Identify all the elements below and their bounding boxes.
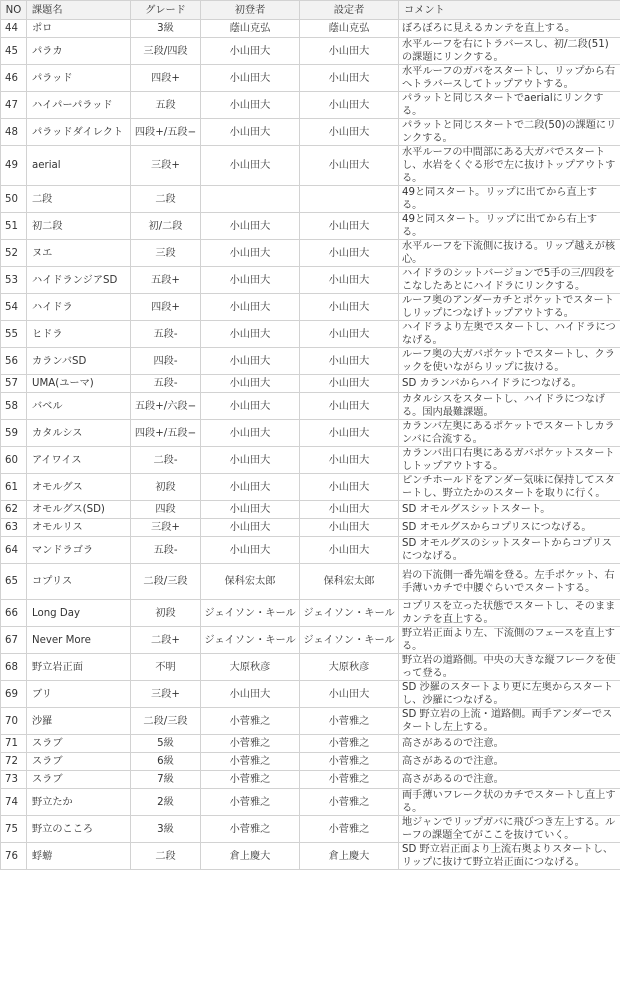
- cell-first-ascent: 小山田大: [201, 119, 300, 146]
- cell-comment: SD オモルグスシットスタート。: [399, 501, 620, 519]
- cell-first-ascent: [201, 186, 300, 213]
- cell-first-ascent: 小山田大: [201, 146, 300, 186]
- cell-setter: 小菅雅之: [300, 771, 399, 789]
- cell-problem-name: 野立たか: [27, 789, 131, 816]
- cell-grade: 四段: [131, 501, 201, 519]
- cell-comment: 水平ルーフを右にトラバースし、初/二段(51)の課題にリンクする。: [399, 38, 620, 65]
- cell-no: 52: [1, 240, 27, 267]
- table-body: [1, 20, 620, 870]
- cell-no: 75: [1, 816, 27, 843]
- cell-problem-name: ヌエ: [27, 240, 131, 267]
- cell-grade: 四段+: [131, 65, 201, 92]
- cell-no: 71: [1, 735, 27, 753]
- cell-grade: 三段+: [131, 681, 201, 708]
- table-row: [1, 65, 620, 92]
- cell-first-ascent: 小菅雅之: [201, 708, 300, 735]
- cell-no: 63: [1, 519, 27, 537]
- cell-grade: 五段-: [131, 321, 201, 348]
- cell-problem-name: オモルグス: [27, 474, 131, 501]
- cell-comment: 49と同スタート。リップに出てから直上する。: [399, 186, 620, 213]
- cell-setter: 小山田大: [300, 119, 399, 146]
- cell-first-ascent: 小山田大: [201, 213, 300, 240]
- cell-grade: 二段/三段: [131, 564, 201, 600]
- cell-setter: 小山田大: [300, 348, 399, 375]
- cell-comment: 野立岩の道路側。中央の大きな縦フレークを使って登る。: [399, 654, 620, 681]
- cell-no: 48: [1, 119, 27, 146]
- cell-first-ascent: 蔭山克弘: [201, 20, 300, 38]
- cell-problem-name: 二段: [27, 186, 131, 213]
- cell-problem-name: カランバSD: [27, 348, 131, 375]
- cell-no: 51: [1, 213, 27, 240]
- table-row: [1, 735, 620, 753]
- cell-grade: 五段+: [131, 267, 201, 294]
- cell-first-ascent: 小菅雅之: [201, 753, 300, 771]
- cell-grade: 初段: [131, 600, 201, 627]
- cell-problem-name: スラブ: [27, 771, 131, 789]
- table-row: [1, 537, 620, 564]
- cell-no: 59: [1, 420, 27, 447]
- cell-no: 53: [1, 267, 27, 294]
- cell-problem-name: ブリ: [27, 681, 131, 708]
- cell-first-ascent: 小山田大: [201, 519, 300, 537]
- cell-problem-name: パラカ: [27, 38, 131, 65]
- cell-grade: 2級: [131, 789, 201, 816]
- table-row: [1, 146, 620, 186]
- cell-no: 68: [1, 654, 27, 681]
- table-row: [1, 20, 620, 38]
- cell-setter: 小山田大: [300, 393, 399, 420]
- cell-grade: 初段: [131, 474, 201, 501]
- cell-first-ascent: 小山田大: [201, 393, 300, 420]
- cell-first-ascent: 小山田大: [201, 321, 300, 348]
- cell-setter: 保科宏太郎: [300, 564, 399, 600]
- cell-comment: 水平ルーフの中間部にある大ガバでスタートし、水岩をくぐる形で左に抜けトップアウトする。: [399, 146, 620, 186]
- cell-setter: ジェイソン・キール: [300, 627, 399, 654]
- cell-comment: ハイドラより左奥でスタートし、ハイドラにつなげる。: [399, 321, 620, 348]
- cell-no: 49: [1, 146, 27, 186]
- cell-setter: 小山田大: [300, 294, 399, 321]
- table-row: [1, 771, 620, 789]
- cell-comment: SD 沙羅のスタートより更に左奥からスタートし、沙羅につなげる。: [399, 681, 620, 708]
- cell-problem-name: UMA(ユーマ): [27, 375, 131, 393]
- cell-setter: 小山田大: [300, 447, 399, 474]
- table-row: [1, 348, 620, 375]
- cell-comment: 49と同スタート。リップに出てから右上する。: [399, 213, 620, 240]
- table-row: [1, 240, 620, 267]
- cell-problem-name: アイワイス: [27, 447, 131, 474]
- cell-comment: パラットと同じスタートで二段(50)の課題にリンクする。: [399, 119, 620, 146]
- cell-setter: 倉上慶大: [300, 843, 399, 870]
- cell-problem-name: パラッド: [27, 65, 131, 92]
- cell-setter: 小菅雅之: [300, 735, 399, 753]
- cell-comment: カタルシスをスタートし、ハイドラにつなげる。国内最難課題。: [399, 393, 620, 420]
- cell-problem-name: ポロ: [27, 20, 131, 38]
- cell-problem-name: ハイドラ: [27, 294, 131, 321]
- cell-no: 46: [1, 65, 27, 92]
- cell-comment: SD 野立岩正面より上流右奥よりスタートし、リップに抜けて野立岩正面につなげる。: [399, 843, 620, 870]
- cell-no: 54: [1, 294, 27, 321]
- cell-setter: 小山田大: [300, 267, 399, 294]
- cell-problem-name: スラブ: [27, 735, 131, 753]
- cell-comment: ルーフ奥のアンダーカチとポケットでスタートしリップにつなげトップアウトする。: [399, 294, 620, 321]
- cell-grade: 四段+/五段−: [131, 420, 201, 447]
- cell-comment: ハイドラのシットバージョンで5手の三/四段をこなしたあとにハイドラにリンクする。: [399, 267, 620, 294]
- table-row: [1, 654, 620, 681]
- cell-problem-name: カタルシス: [27, 420, 131, 447]
- cell-first-ascent: 小山田大: [201, 501, 300, 519]
- cell-comment: カランバ出口右奥にあるガバポケットスタートしトップアウトする。: [399, 447, 620, 474]
- cell-comment: ピンチホールドをアンダー気味に保持してスタートし、野立たかのスタートを取りに行く。: [399, 474, 620, 501]
- table-row: [1, 186, 620, 213]
- cell-setter: 小山田大: [300, 501, 399, 519]
- cell-first-ascent: 小山田大: [201, 681, 300, 708]
- table-row: [1, 393, 620, 420]
- cell-grade: 6級: [131, 753, 201, 771]
- cell-grade: 三段+: [131, 146, 201, 186]
- cell-comment: コプリスを立った状態でスタートし、そのままカンテを直上する。: [399, 600, 620, 627]
- cell-no: 73: [1, 771, 27, 789]
- cell-problem-name: オモルリス: [27, 519, 131, 537]
- cell-first-ascent: 小菅雅之: [201, 789, 300, 816]
- cell-grade: 四段-: [131, 348, 201, 375]
- cell-grade: 5級: [131, 735, 201, 753]
- cell-grade: 五段-: [131, 375, 201, 393]
- table-row: [1, 321, 620, 348]
- cell-first-ascent: 小山田大: [201, 420, 300, 447]
- cell-grade: 7級: [131, 771, 201, 789]
- header-problem-name: 課題名: [27, 1, 131, 20]
- header-no: NO: [1, 1, 27, 20]
- cell-no: 74: [1, 789, 27, 816]
- cell-comment: 岩の下流側一番先端を登る。左手ポケット、右手薄いカチで中腰ぐらいでスタートする。: [399, 564, 620, 600]
- cell-setter: 小山田大: [300, 240, 399, 267]
- cell-comment: ぼろぼろに見えるカンテを直上する。: [399, 20, 620, 38]
- cell-no: 57: [1, 375, 27, 393]
- cell-problem-name: ハイパーパラッド: [27, 92, 131, 119]
- cell-problem-name: 野立のこころ: [27, 816, 131, 843]
- cell-problem-name: 蜉蝣: [27, 843, 131, 870]
- table-row: [1, 447, 620, 474]
- header-first-ascent: 初登者: [201, 1, 300, 20]
- cell-setter: 小山田大: [300, 537, 399, 564]
- cell-grade: 二段-: [131, 447, 201, 474]
- cell-setter: 大原秋彦: [300, 654, 399, 681]
- table-row: [1, 213, 620, 240]
- cell-comment: 高さがあるので注意。: [399, 735, 620, 753]
- cell-comment: SD オモルグスからコプリスにつなげる。: [399, 519, 620, 537]
- cell-problem-name: スラブ: [27, 753, 131, 771]
- table-row: [1, 600, 620, 627]
- table-row: [1, 708, 620, 735]
- cell-comment: 両手薄いフレーク状のカチでスタートし直上する。: [399, 789, 620, 816]
- cell-no: 58: [1, 393, 27, 420]
- cell-problem-name: ハイドランジアSD: [27, 267, 131, 294]
- cell-problem-name: オモルグス(SD): [27, 501, 131, 519]
- table-row: [1, 267, 620, 294]
- table-row: [1, 843, 620, 870]
- cell-problem-name: ヒドラ: [27, 321, 131, 348]
- cell-no: 47: [1, 92, 27, 119]
- table-row: [1, 789, 620, 816]
- cell-no: 65: [1, 564, 27, 600]
- cell-grade: 3級: [131, 816, 201, 843]
- cell-problem-name: コプリス: [27, 564, 131, 600]
- table-row: [1, 627, 620, 654]
- cell-grade: 五段+/六段−: [131, 393, 201, 420]
- table-header-row: [1, 1, 620, 20]
- header-grade: グレード: [131, 1, 201, 20]
- cell-first-ascent: 小山田大: [201, 267, 300, 294]
- cell-first-ascent: 倉上慶大: [201, 843, 300, 870]
- cell-comment: 高さがあるので注意。: [399, 771, 620, 789]
- table-row: [1, 753, 620, 771]
- cell-comment: 水平ルーフを下流側に抜ける。リップ越えが核心。: [399, 240, 620, 267]
- cell-first-ascent: 小山田大: [201, 375, 300, 393]
- cell-grade: 三段+: [131, 519, 201, 537]
- cell-comment: 水平ルーフのガバをスタートし、リップから右へトラバースしてトップアウトする。: [399, 65, 620, 92]
- cell-problem-name: 初二段: [27, 213, 131, 240]
- table-row: [1, 681, 620, 708]
- cell-no: 45: [1, 38, 27, 65]
- cell-grade: 二段+: [131, 627, 201, 654]
- cell-first-ascent: 小山田大: [201, 65, 300, 92]
- table-row: [1, 375, 620, 393]
- cell-no: 50: [1, 186, 27, 213]
- cell-setter: 小山田大: [300, 321, 399, 348]
- cell-setter: 小菅雅之: [300, 816, 399, 843]
- cell-first-ascent: 小山田大: [201, 474, 300, 501]
- table-row: [1, 474, 620, 501]
- cell-no: 55: [1, 321, 27, 348]
- cell-grade: 不明: [131, 654, 201, 681]
- cell-comment: SD カランバからハイドラにつなげる。: [399, 375, 620, 393]
- table-row: [1, 501, 620, 519]
- table-row: [1, 92, 620, 119]
- cell-problem-name: パラッドダイレクト: [27, 119, 131, 146]
- cell-no: 66: [1, 600, 27, 627]
- cell-problem-name: Never More: [27, 627, 131, 654]
- table-row: [1, 294, 620, 321]
- cell-grade: 二段/三段: [131, 708, 201, 735]
- cell-comment: 野立岩正面より左、下流側のフェースを直上する。: [399, 627, 620, 654]
- cell-problem-name: 沙羅: [27, 708, 131, 735]
- cell-first-ascent: 小菅雅之: [201, 735, 300, 753]
- cell-comment: SD 野立岩の上流・道路側。両手アンダーでスタートし左上する。: [399, 708, 620, 735]
- cell-problem-name: マンドラゴラ: [27, 537, 131, 564]
- cell-comment: カランバ左奥にあるポケットでスタートしカランバに合流する。: [399, 420, 620, 447]
- cell-first-ascent: 小菅雅之: [201, 771, 300, 789]
- cell-comment: ルーフ奥の大ガバポケットでスタートし、クラックを使いながらリップに抜ける。: [399, 348, 620, 375]
- cell-setter: ジェイソン・キール: [300, 600, 399, 627]
- cell-comment: 地ジャンでリップガバに飛びつき左上する。ルーフの課題全てがここを抜けていく。: [399, 816, 620, 843]
- cell-first-ascent: 保科宏太郎: [201, 564, 300, 600]
- cell-no: 69: [1, 681, 27, 708]
- table-row: [1, 38, 620, 65]
- cell-setter: 蔭山克弘: [300, 20, 399, 38]
- cell-no: 61: [1, 474, 27, 501]
- cell-first-ascent: 小菅雅之: [201, 816, 300, 843]
- cell-first-ascent: ジェイソン・キール: [201, 600, 300, 627]
- table-row: [1, 119, 620, 146]
- cell-no: 70: [1, 708, 27, 735]
- cell-no: 67: [1, 627, 27, 654]
- cell-comment: パラットと同じスタートでaerialにリンクする。: [399, 92, 620, 119]
- cell-first-ascent: ジェイソン・キール: [201, 627, 300, 654]
- cell-problem-name: Long Day: [27, 600, 131, 627]
- header-comment: コメント: [399, 1, 620, 20]
- cell-grade: 五段-: [131, 537, 201, 564]
- header-setter: 設定者: [300, 1, 399, 20]
- cell-setter: 小山田大: [300, 420, 399, 447]
- cell-first-ascent: 小山田大: [201, 38, 300, 65]
- cell-setter: 小菅雅之: [300, 789, 399, 816]
- cell-no: 64: [1, 537, 27, 564]
- cell-no: 76: [1, 843, 27, 870]
- cell-setter: 小山田大: [300, 213, 399, 240]
- cell-comment: 高さがあるので注意。: [399, 753, 620, 771]
- cell-grade: 四段+/五段−: [131, 119, 201, 146]
- cell-grade: 三段: [131, 240, 201, 267]
- cell-no: 44: [1, 20, 27, 38]
- cell-grade: 3級: [131, 20, 201, 38]
- cell-first-ascent: 小山田大: [201, 92, 300, 119]
- table-row: [1, 519, 620, 537]
- cell-first-ascent: 小山田大: [201, 447, 300, 474]
- cell-setter: 小山田大: [300, 375, 399, 393]
- cell-no: 60: [1, 447, 27, 474]
- cell-comment: SD オモルグスのシットスタートからコプリスにつなげる。: [399, 537, 620, 564]
- cell-grade: 三段/四段: [131, 38, 201, 65]
- cell-no: 72: [1, 753, 27, 771]
- cell-grade: 二段: [131, 186, 201, 213]
- cell-setter: 小山田大: [300, 146, 399, 186]
- cell-setter: 小菅雅之: [300, 753, 399, 771]
- cell-first-ascent: 小山田大: [201, 294, 300, 321]
- cell-first-ascent: 小山田大: [201, 537, 300, 564]
- cell-grade: 初/二段: [131, 213, 201, 240]
- cell-first-ascent: 大原秋彦: [201, 654, 300, 681]
- cell-setter: 小山田大: [300, 519, 399, 537]
- cell-setter: 小山田大: [300, 681, 399, 708]
- cell-problem-name: バベル: [27, 393, 131, 420]
- cell-first-ascent: 小山田大: [201, 240, 300, 267]
- cell-grade: 五段: [131, 92, 201, 119]
- cell-setter: 小山田大: [300, 38, 399, 65]
- table-row: [1, 564, 620, 600]
- cell-no: 62: [1, 501, 27, 519]
- cell-setter: 小山田大: [300, 474, 399, 501]
- cell-setter: 小菅雅之: [300, 708, 399, 735]
- cell-problem-name: aerial: [27, 146, 131, 186]
- cell-setter: 小山田大: [300, 92, 399, 119]
- table-row: [1, 420, 620, 447]
- cell-setter: [300, 186, 399, 213]
- cell-setter: 小山田大: [300, 65, 399, 92]
- table-row: [1, 816, 620, 843]
- cell-grade: 二段: [131, 843, 201, 870]
- cell-first-ascent: 小山田大: [201, 348, 300, 375]
- cell-grade: 四段+: [131, 294, 201, 321]
- cell-problem-name: 野立岩正面: [27, 654, 131, 681]
- cell-no: 56: [1, 348, 27, 375]
